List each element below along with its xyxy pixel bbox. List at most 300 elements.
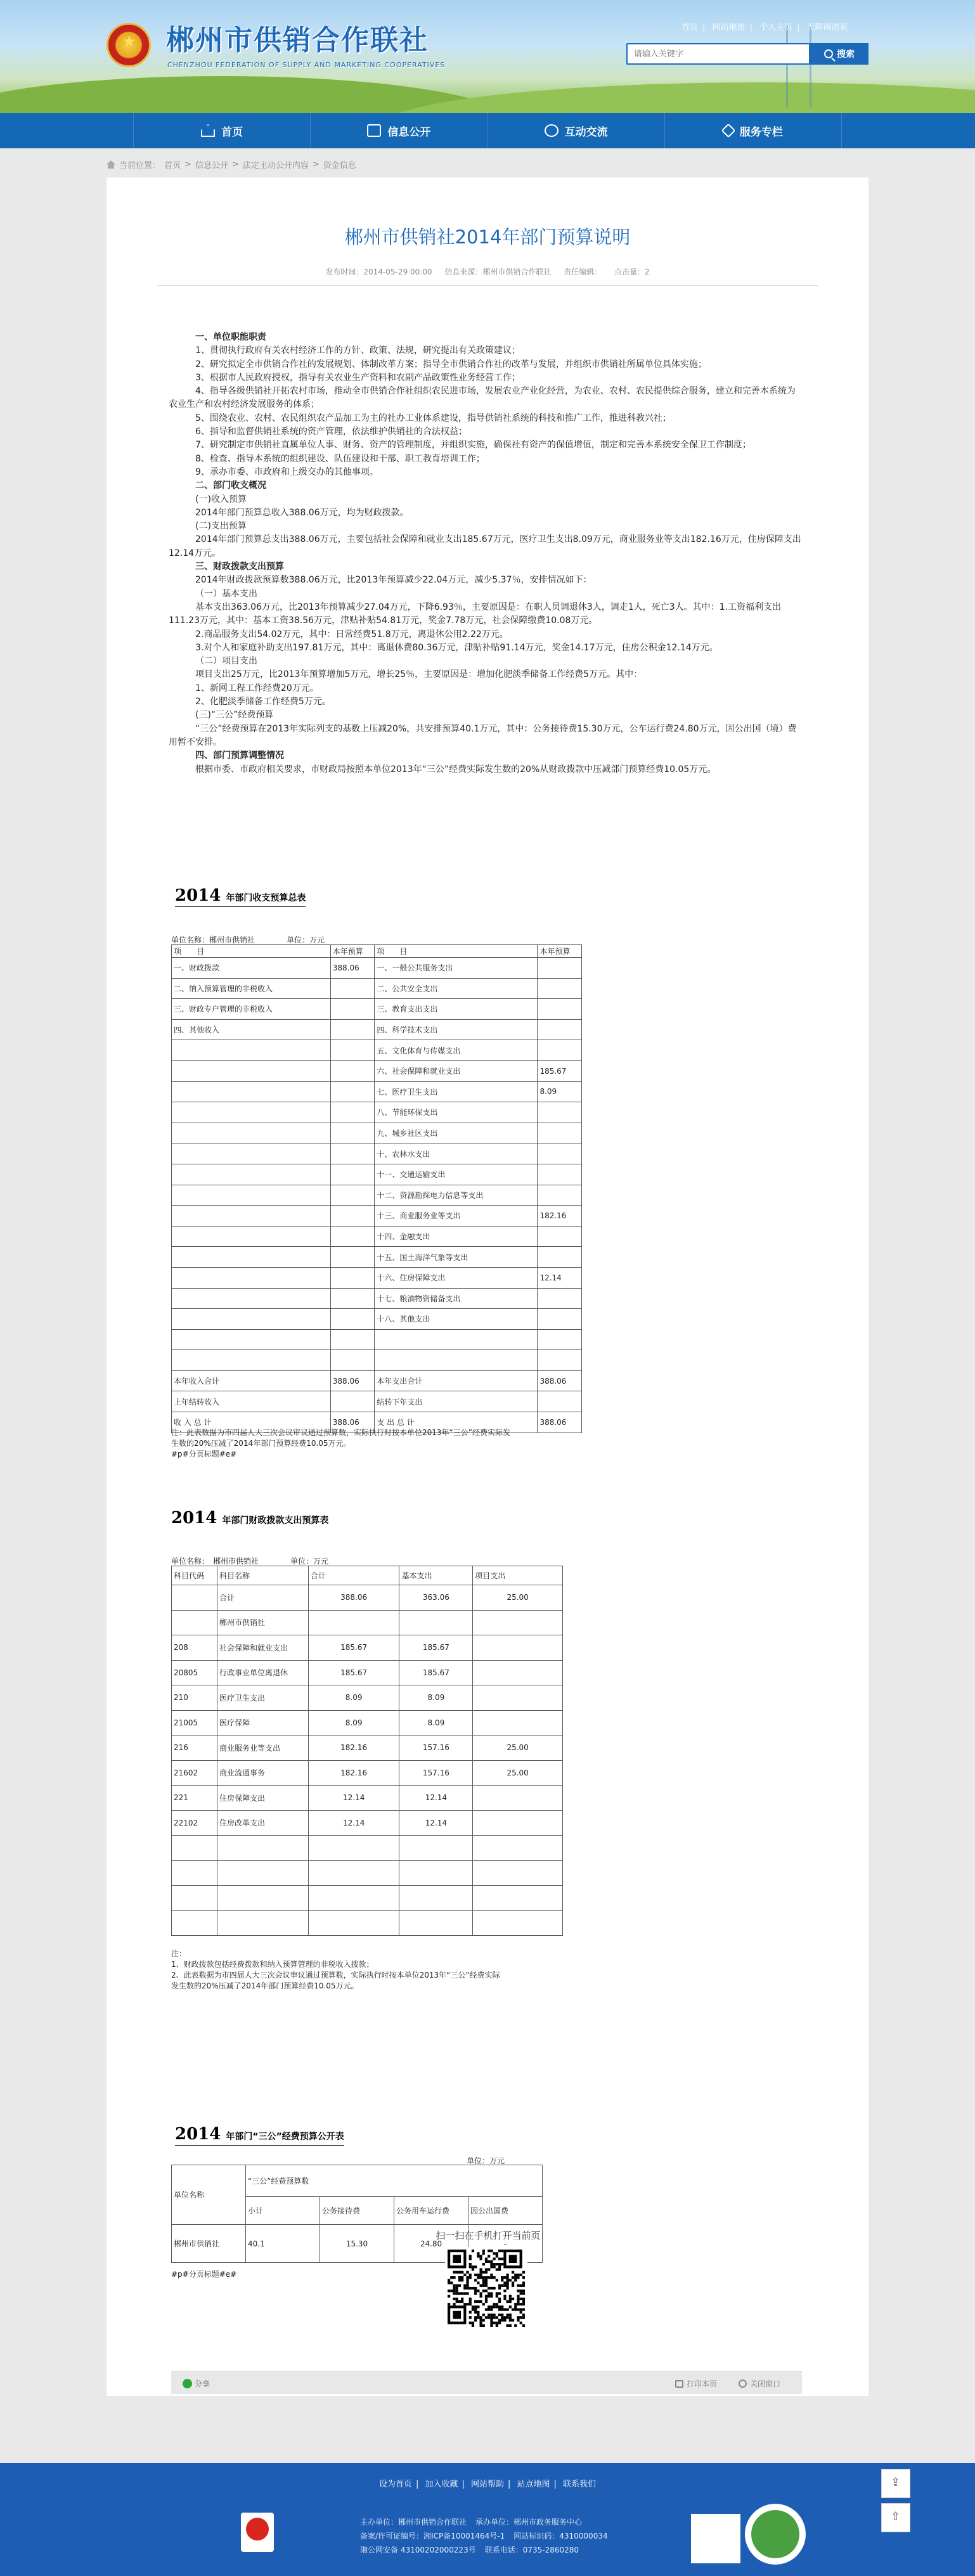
share-button[interactable] [183,2378,210,2389]
table-cell: 四、科学技术支出 [375,1019,538,1040]
table-cell [473,1710,563,1736]
site-footer [0,2463,975,2576]
table-cell [473,1886,563,1911]
table-cell: 十七、粮油物资储备支出 [375,1288,538,1309]
breadcrumb-prefix: 当前位置： [119,161,161,171]
close-label: 关闭窗口 [750,2380,781,2388]
table-cell: 十二、资源勘探电力信息等支出 [375,1185,538,1206]
table-cell [172,1185,331,1206]
table-cell [172,1350,331,1371]
table-cell: 216 [172,1736,217,1761]
table-cell [538,1247,582,1268]
table-cell [399,1860,473,1886]
table-cell [473,1660,563,1685]
body-paragraph: 8、检查、指导本系统的组织建设、队伍建设和干部、职工教育培训工作； [195,453,485,464]
table-cell [399,1910,473,1936]
table-cell [399,1836,473,1861]
table-cell [217,1910,308,1936]
qr-caption: 扫一扫在手机打开当前页 [436,2230,541,2241]
table-cell [330,1102,375,1123]
table-cell: 本年支出合计 [375,1370,538,1391]
note-line: 注： [171,1949,187,1958]
top-link-accessibility[interactable]: 无障碍浏览 [806,23,848,32]
gov-error-report-badge-icon[interactable] [241,2513,274,2552]
body-paragraph: 二、部门收支概况 [195,480,266,491]
top-link-sitemap[interactable]: 网站地图 [712,23,746,32]
footer-police-record[interactable]: 湘公网安备 43100202000223号 [360,2546,476,2554]
print-label: 打印本页 [687,2380,718,2388]
body-paragraph: 4、指导各级供销社开拓农村市场，推动全市供销合作社组织农民进市场，发展农业产业化经营，为农业、农村、农民提供综合服务，建立和完善本系统为农业生产和农村经济发展服务的体系； [169,386,796,410]
table-row [172,1081,582,1102]
table-cell [538,1040,582,1061]
table-cell: 医疗卫生支出 [217,1685,308,1711]
table-row [172,1566,563,1585]
table-cell: 21602 [172,1760,217,1786]
table-row [172,1685,563,1711]
table-row [172,1267,582,1288]
table-cell [473,1786,563,1811]
table-cell [217,1860,308,1886]
table-cell: 363.06 [399,1585,473,1611]
note-line: 2、此表数据为市四届人大三次会议审议通过预算数，实际执行时按本单位2013年“三公”经费实际 [171,1971,500,1980]
note-line: 1、财政拨款包括经费拨款和纳入预算管理的非税收入拨款； [171,1960,374,1969]
table-cell [172,1143,331,1164]
table1-year: 2014 [175,886,221,905]
table-row [172,1585,563,1611]
table-cell [473,1910,563,1936]
body-paragraph: 1、新网工程工作经费20万元。 [195,683,319,693]
top-link-home[interactable]: 首页 [681,23,699,32]
table-row [172,1329,582,1350]
table-cell: 182.16 [308,1760,399,1786]
table-cell: 十六、住房保障支出 [375,1267,538,1288]
national-emblem-icon: ★ [107,23,151,67]
table-cell: - [468,2225,543,2263]
table-cell [375,1350,538,1371]
home-icon [201,124,215,137]
note-line: 生数的20%压减了2014年部门预算经费10.05万元。 [171,1439,351,1448]
body-paragraph: 2.商品服务支出54.02万元，其中：日常经费51.8万元，离退休公用2.22万元。 [195,629,508,640]
footer-qr-code-icon [691,2514,740,2563]
body-paragraph: 3、根据市人民政府授权，指导有关农业生产资料和农副产品政策性业务经营工作； [195,372,520,383]
table-cell [538,978,582,999]
banner-hill-decoration [380,82,975,113]
table-cell [473,1810,563,1836]
search-input[interactable] [628,44,809,63]
table-cell [399,1886,473,1911]
table-cell: 本年收入合计 [172,1370,331,1391]
breadcrumb-item[interactable]: 资金信息 [323,161,356,171]
document-icon [367,124,381,137]
layers-icon [721,124,736,138]
table-row [172,1060,582,1081]
table-row [172,1019,582,1040]
article-toolbar [171,2371,802,2394]
table-row [172,1247,582,1268]
table-row [172,999,582,1020]
table-cell [538,1019,582,1040]
table-cell [172,1081,331,1102]
footer-site-id: 网站标识码：4310000034 [513,2532,608,2541]
table-header-cell: 本年预算 [538,945,582,958]
table2-heading [171,1509,328,1528]
table-cell [172,1060,331,1081]
table-cell [538,1226,582,1247]
table-cell [330,1081,375,1102]
table-cell: 郴州市供销社 [172,2225,246,2263]
table-cell [538,999,582,1020]
search-button-label: 搜索 [837,49,855,60]
table-row [172,1710,563,1736]
table-cell: 12.14 [308,1810,399,1836]
table-cell: 住房改革支出 [217,1810,308,1836]
table-cell [399,1610,473,1635]
table-cell [172,1040,331,1061]
table-row [172,945,582,958]
body-paragraph: 2014年部门预算总收入388.06万元，均为财政拨款。 [195,507,409,518]
table-cell: 8.09 [399,1685,473,1711]
article-editor: 责任编辑： [564,267,602,276]
table-cell [330,1185,375,1206]
table2-year: 2014 [171,1509,217,1528]
table-cell [538,1164,582,1185]
table-row [172,1660,563,1685]
table-cell: 8.09 [399,1710,473,1736]
article-meta [107,266,868,277]
table-cell [538,1185,582,1206]
table-row [172,1309,582,1330]
table-cell [375,1329,538,1350]
table1-title: 年部门收支预算总表 [226,893,306,903]
table-cell: 185.67 [308,1660,399,1685]
table-row [172,1635,563,1661]
close-window-button[interactable] [739,2378,780,2389]
table-cell [172,1164,331,1185]
body-paragraph: 6、指导和监督供销社系统的资产管理，依法维护供销社的合法权益； [195,427,467,437]
table-cell [473,1836,563,1861]
footer-link[interactable]: 加入收藏 [425,2480,458,2489]
table-cell: 24.80 [394,2225,468,2263]
table-cell: 185.67 [399,1660,473,1685]
table-cell [330,1226,375,1247]
footer-link[interactable]: 网站帮助 [470,2480,504,2489]
table1-heading [175,886,306,907]
table-row [172,1350,582,1371]
footer-link[interactable]: 站点地图 [517,2480,550,2489]
side-tools [881,2469,910,2539]
table-row [172,978,582,999]
table-cell [330,1019,375,1040]
table-cell: 十五、国土海洋气象等支出 [375,1247,538,1268]
table-header-cell: 单位名称 [172,2165,246,2225]
table-cell [330,1040,375,1061]
nav-home[interactable] [133,113,310,148]
body-paragraph: 7、研究制定市供销社直属单位人事、财务、资产的管理制度，并组织实施，确保社有资产的保值增值，制定和完善本系统安全保卫工作制度； [195,440,751,451]
table-cell [538,1102,582,1123]
article-views: 点击量：2 [614,267,650,276]
table-cell: 157.16 [399,1736,473,1761]
table-cell [538,1143,582,1164]
table-cell: 十一、交通运输支出 [375,1164,538,1185]
body-paragraph: 根据市委、市政府相关要求，市财政局按照本单位2013年“三公”经费实际发生数的20%从财政拨款中压减部门预算经费10.05万元。 [195,764,716,775]
table-row [172,1288,582,1309]
table-header-cell: “三公”经费预算数 [246,2165,543,2197]
top-link-personal[interactable]: 个人主页 [759,23,793,32]
table-cell: 388.06 [330,1370,375,1391]
table-cell: 388.06 [538,1370,582,1391]
table3-heading [175,2125,344,2146]
share-side-button[interactable] [881,2469,910,2498]
chat-icon [545,124,559,137]
table-row [172,1760,563,1786]
body-paragraph: 2014年部门预算总支出388.06万元，主要包括社会保障和就业支出185.67万元，医疗卫生支出8.09万元，商业服务业等支出182.16万元，住房保障支出12.14万元。 [169,534,801,558]
table-cell [308,1836,399,1861]
table-cell: 8.09 [308,1710,399,1736]
table2-unit-row [171,1555,360,1566]
table-header-cell: 因公出国费 [468,2197,543,2225]
table-cell [308,1910,399,1936]
table-row [172,1886,563,1911]
table-cell [172,1860,217,1886]
table-cell: 合计 [217,1585,308,1611]
table-cell: 25.00 [473,1736,563,1761]
table3-title: 年部门“三公”经费预算公开表 [226,2132,344,2142]
footer-icp[interactable]: 备案/许可证编号：湘ICP备10001464号-1 [360,2532,505,2541]
body-paragraph: 9、承办市委、市政府和上级交办的其他事项。 [195,467,378,477]
table-cell: 8.09 [538,1081,582,1102]
table-cell [538,1391,582,1412]
table-cell [172,1123,331,1143]
table-header-cell: 项 目 [172,945,331,958]
body-paragraph: (三)“三公”经费预算 [195,710,274,721]
table-cell: 十四、金融支出 [375,1226,538,1247]
table-cell [172,1329,331,1350]
table-cell [473,1635,563,1661]
search-box [626,43,810,65]
table-cell: 支 出 总 计 [375,1412,538,1433]
table-cell: 157.16 [399,1760,473,1786]
table-header-cell: 项 目 [375,945,538,958]
table-cell: 住房保障支出 [217,1786,308,1811]
table-row [172,1164,582,1185]
table-cell [172,1267,331,1288]
table-cell: 388.06 [308,1585,399,1611]
table-cell: 十八、其他支出 [375,1309,538,1330]
table-cell: 185.67 [308,1635,399,1661]
table-cell [330,1329,375,1350]
table-cell: 388.06 [330,1412,375,1433]
table-cell [217,1836,308,1861]
table-row [172,1836,563,1861]
table-cell [330,978,375,999]
table-cell: 185.67 [399,1635,473,1661]
table1-unit: 单位：万元 [287,936,325,944]
back-to-top-button[interactable] [881,2503,910,2532]
table-cell: 五、文化体育与传媒支出 [375,1040,538,1061]
table-cell: 七、医疗卫生支出 [375,1081,538,1102]
body-paragraph: “三公”经费预算在2013年实际列支的基数上压减20%，共安排预算40.1万元，其中：公务接待费15.30万元，公车运行费24.80万元，因公出国（境）费用暂不安排。 [169,723,797,747]
body-paragraph: 2、化肥淡季储备工作经费5万元。 [195,697,331,707]
banner-tower-decoration [786,25,811,108]
table-cell [538,1309,582,1330]
body-paragraph: 5、围绕农业、农村、农民组织农产品加工为主的社办工业体系建设，指导供销社系统的科技和推广工作，推进科教兴社； [195,413,671,423]
footer-info [360,2515,617,2557]
search-button[interactable] [810,43,868,65]
body-paragraph: (一)收入预算 [195,494,247,505]
table-row [172,1206,582,1227]
table-row [172,1123,582,1143]
body-paragraph: 一、单位职能职责 [195,332,266,342]
qr-code-icon [445,2247,527,2329]
table-cell: 三、财政专户管理的非税收入 [172,999,331,1020]
table-row [172,1391,582,1412]
table3-note: #p#分页标题#e# [171,2270,237,2279]
table-row [172,1610,563,1635]
table-row [172,1860,563,1886]
table-cell [172,1102,331,1123]
nav-label: 首页 [221,126,243,139]
note-line: #p#分页标题#e# [171,1450,237,1459]
top-links: 首页 | 网站地图 | 个人主页 | 无障碍浏览 [681,23,848,32]
header-banner [0,0,975,113]
table-cell [330,1206,375,1227]
table-cell: 25.00 [473,1760,563,1786]
breadcrumb-item[interactable]: 法定主动公开内容 [242,161,309,171]
table-cell: 388.06 [330,958,375,979]
nav-info-public[interactable] [310,113,487,148]
table-cell [330,1164,375,1185]
table-cell [473,1860,563,1886]
table-cell: 一、财政拨款 [172,958,331,979]
table-cell [330,1060,375,1081]
print-button[interactable] [675,2378,717,2389]
table-row [172,1143,582,1164]
table-cell [172,1910,217,1936]
table-cell: 收 入 总 计 [172,1412,331,1433]
table-cell [172,1288,331,1309]
table-cell [538,1350,582,1371]
table3-unit: 单位：万元 [467,2156,505,2165]
footer-link[interactable]: 联系我们 [563,2480,597,2489]
body-paragraph: 3.对个人和家庭补助支出197.81万元，其中：离退休费80.36万元，津贴补贴91.14万元，奖金14.17万元，住房公积金12.14万元。 [195,642,718,653]
site-logo-subtitle: CHENZHOU FEDERATION OF SUPPLY AND MARKETING COOPERATIVES [167,61,446,69]
table-cell [172,1247,331,1268]
table-row [172,1810,563,1836]
footer-sponsor: 主办单位：郴州市供销合作联社 [360,2518,467,2527]
table-cell [308,1860,399,1886]
table-cell: 九、城乡社区支出 [375,1123,538,1143]
table-cell [330,1247,375,1268]
body-paragraph: (二)支出预算 [195,521,247,532]
table-row [172,1040,582,1061]
footer-emblem-badge-icon [745,2504,806,2565]
table-cell [172,1886,217,1911]
table-row [172,958,582,979]
article-body [169,331,803,776]
table-cell [330,999,375,1020]
table-cell [538,958,582,979]
table-cell: 上年结转收入 [172,1391,331,1412]
table-cell [217,1886,308,1911]
body-paragraph: 基本支出363.06万元，比2013年预算减少27.04万元，下降6.93％，主要原因是：在职人员调退休3人，调走1人，死亡3人。其中：1.工资福利支出111.23万元，其中：基本工资38.56万元，津贴补贴54.81万元，奖金7.78万元，社会保障缴费10.08万元。 [169,602,781,626]
table-cell: 十三、商业服务业等支出 [375,1206,538,1227]
table1-org: 单位名称：郴州市供销社 [171,936,255,944]
table-row [172,1910,563,1936]
table1-note [171,1427,590,1460]
body-paragraph: （二）项目支出 [195,656,257,667]
breadcrumb-item[interactable]: 信息公开 [195,161,228,171]
table-cell: 12.14 [399,1786,473,1811]
table-cell [172,1226,331,1247]
article-title: 郴州市供销社2014年部门预算说明 [344,226,631,248]
main-nav [0,113,975,148]
nav-services[interactable] [664,113,842,148]
site-logo-text[interactable]: 郴州市供销合作联社 [166,24,429,56]
table-cell [330,1267,375,1288]
table-cell: 四、其他收入 [172,1019,331,1040]
note-line: 注：此表数据为市四届人大三次会议审议通过预算数，实际执行时按本单位2013年“三公”经费实际发 [171,1428,510,1437]
table-cell: 二、公共安全支出 [375,978,538,999]
table-cell [330,1123,375,1143]
table-cell: 商业服务业等支出 [217,1736,308,1761]
footer-links: 设为首页 | 加入收藏 | 网站帮助 | 站点地图 | 联系我们 [378,2480,597,2489]
body-paragraph: 三、财政拨款支出预算 [195,562,284,572]
table-cell: 210 [172,1685,217,1711]
table-cell: 208 [172,1635,217,1661]
table-header-cell: 小计 [246,2197,320,2225]
body-paragraph: 四、部门预算调整情况 [195,750,284,761]
footer-link[interactable]: 设为首页 [378,2480,412,2489]
table-header-cell: 科目名称 [217,1566,308,1585]
table-cell: 医疗保障 [217,1710,308,1736]
search-icon [824,49,833,58]
table-cell [330,1143,375,1164]
body-paragraph: 2014年财政拨款预算数388.06万元，比2013年预算减少22.04万元，减少5.37％，安排情况如下： [195,575,592,586]
table-cell: 12.14 [538,1267,582,1288]
nav-interaction[interactable] [487,113,664,148]
table-cell: 社会保障和就业支出 [217,1635,308,1661]
table-cell: 182.16 [308,1736,399,1761]
table-cell [473,1685,563,1711]
table-header-cell: 项目支出 [473,1566,563,1585]
table2-org: 单位名称： 郴州市供销社 [171,1557,259,1566]
budget-summary-table [171,944,582,1433]
table-cell [172,1836,217,1861]
table-cell [473,1610,563,1635]
table2-note [171,1948,577,1992]
article-source: 信息来源：郴州市供销合作联社 [444,267,552,276]
table-cell: 182.16 [538,1206,582,1227]
table2-unit: 单位：万元 [290,1557,329,1566]
table3-year: 2014 [175,2125,221,2144]
fiscal-expenditure-table [171,1566,563,1936]
wechat-icon [183,2379,192,2388]
body-paragraph: 1、贯彻执行政府有关农村经济工作的方针、政策、法规，研究提出有关政策建议； [195,345,520,356]
table-row [172,1736,563,1761]
table-cell: 25.00 [473,1585,563,1611]
table-cell [172,1585,217,1611]
table2-title: 年部门财政拨款支出预算表 [222,1516,329,1526]
body-paragraph: （一）基本支出 [195,588,257,599]
nav-label: 信息公开 [387,126,431,139]
table-row [172,1786,563,1811]
breadcrumb-item[interactable]: 首页 [164,161,181,171]
table-cell: 三、教育支出支出 [375,999,538,1020]
table-row [172,1226,582,1247]
table-cell: 十、农林水支出 [375,1143,538,1164]
table-cell: 六、社会保障和就业支出 [375,1060,538,1081]
table-row [172,1185,582,1206]
